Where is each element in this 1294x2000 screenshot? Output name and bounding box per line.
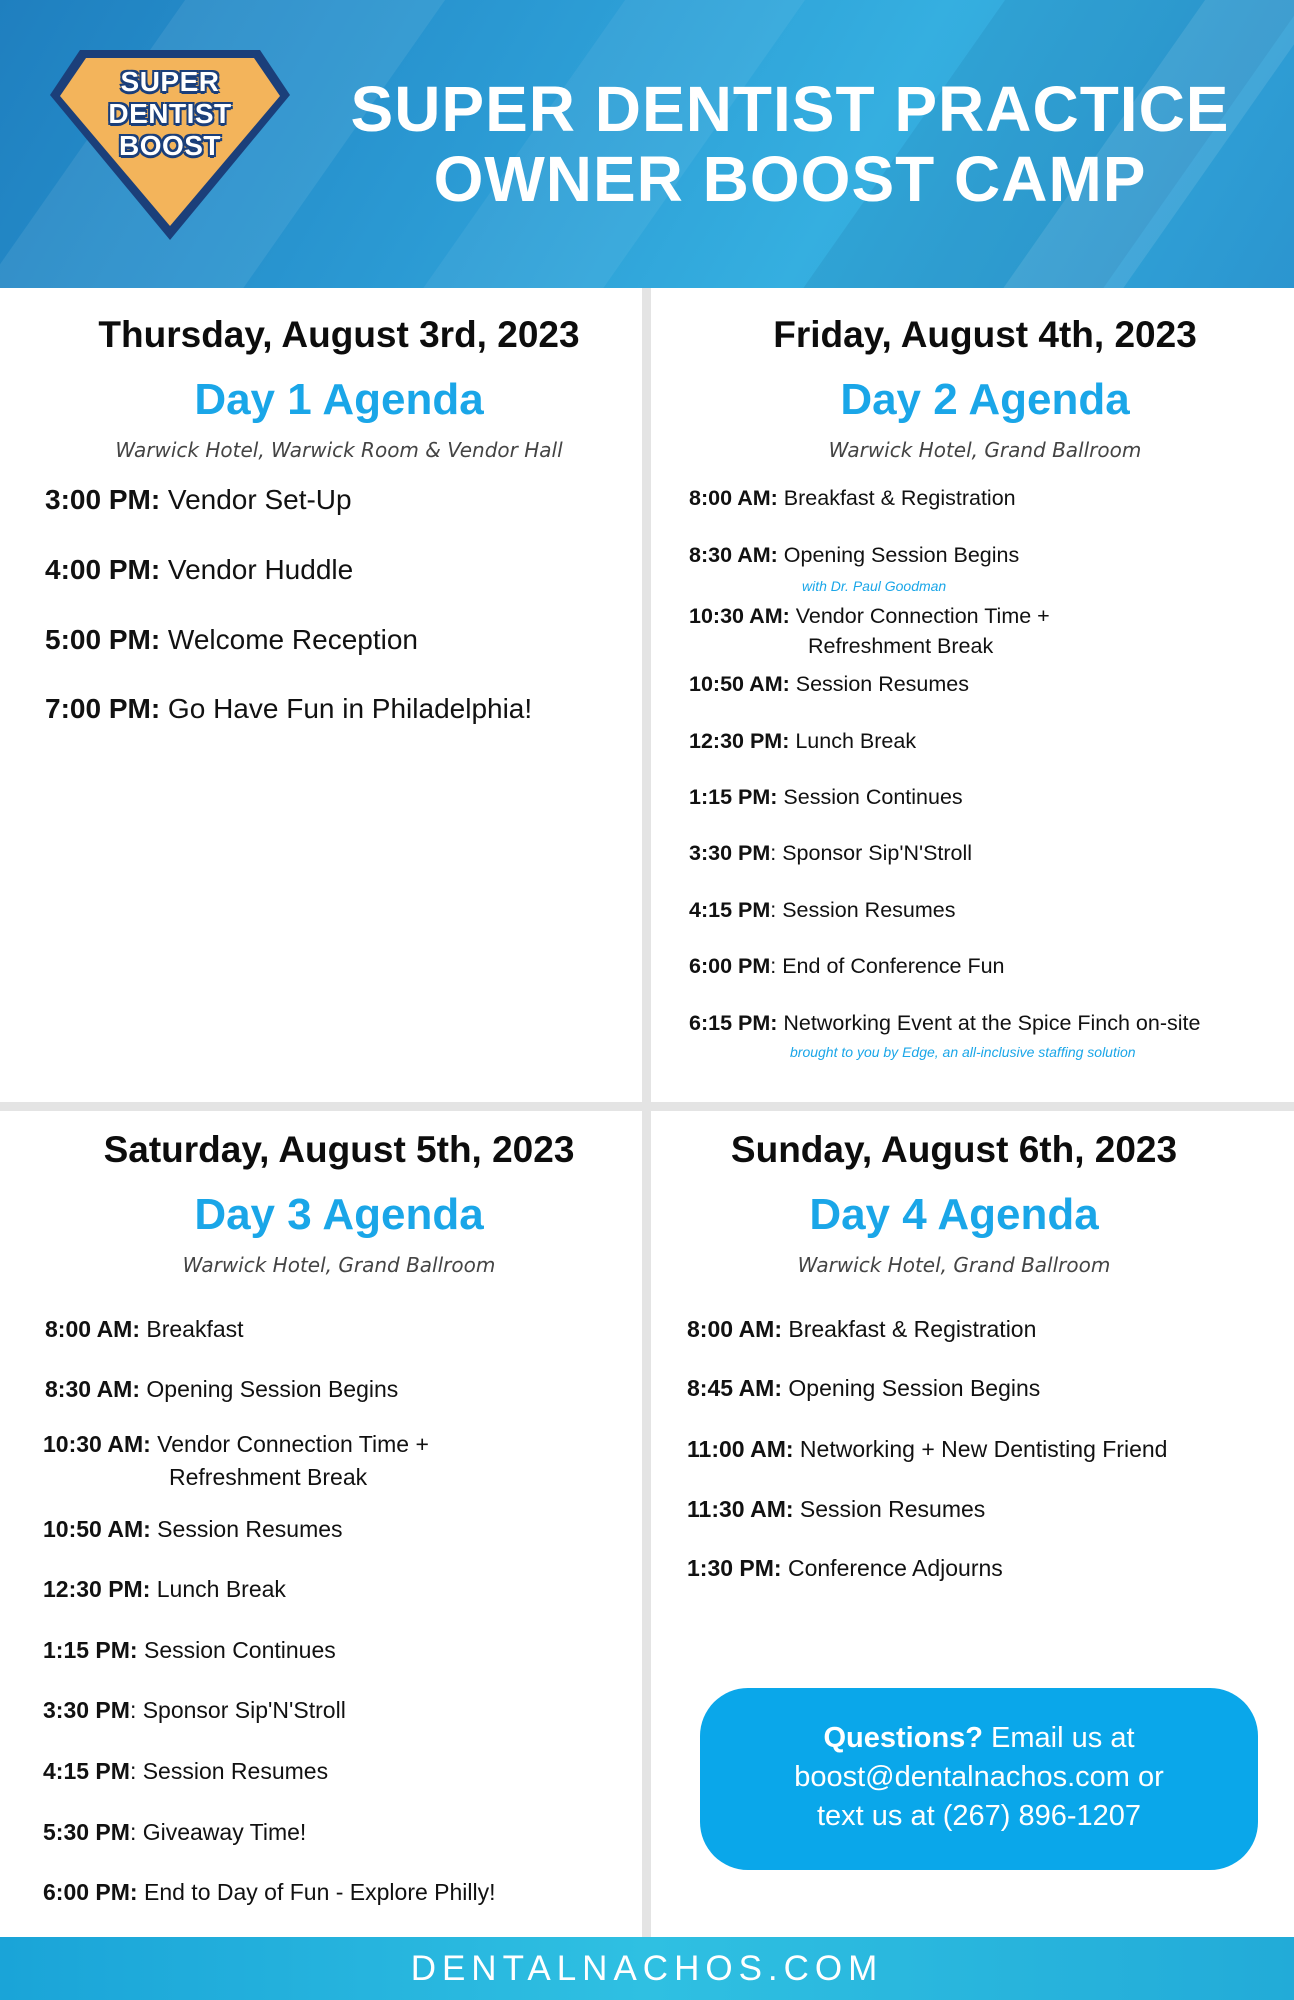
- speaker-note: with Dr. Paul Goodman: [802, 578, 947, 594]
- agenda-item: 10:50 AM: Session Resumes: [43, 1516, 343, 1542]
- agenda-item: 10:30 AM: Vendor Connection Time + Refreshment Break: [43, 1431, 429, 1490]
- agenda-item: 7:00 PM: Go Have Fun in Philadelphia!: [45, 693, 533, 724]
- agenda-item: 12:30 PM: Lunch Break: [43, 1576, 286, 1602]
- agenda-item: 3:00 PM: Vendor Set-Up: [45, 484, 352, 515]
- horizontal-divider: [0, 1102, 1294, 1111]
- agenda-item: 11:30 AM: Session Resumes: [687, 1496, 986, 1522]
- agenda-item: 3:30 PM: Sponsor Sip'N'Stroll: [689, 841, 973, 865]
- logo-line-boost: BOOST: [118, 130, 222, 161]
- day-3-title: Day 3 Agenda: [194, 1190, 484, 1239]
- day-3-date: Saturday, August 5th, 2023: [103, 1129, 575, 1170]
- sponsor-note: brought to you by Edge, an all-inclusive staffing solution: [790, 1044, 1136, 1060]
- agenda-item: 1:30 PM: Conference Adjourns: [687, 1555, 1003, 1581]
- agenda-item: 8:30 AM: Opening Session Begins: [45, 1376, 399, 1402]
- agenda-item: 4:15 PM: Session Resumes: [43, 1758, 329, 1784]
- agenda-item: 10:50 AM: Session Resumes: [689, 672, 970, 696]
- day-1-title: Day 1 Agenda: [194, 375, 484, 424]
- title-line-2: OWNER BOOST CAMP: [433, 143, 1147, 215]
- day-1-date: Thursday, August 3rd, 2023: [98, 314, 580, 355]
- day-2-location: Warwick Hotel, Grand Ballroom: [828, 438, 1142, 462]
- footer-banner: [0, 1937, 1294, 2000]
- day-3-section: [34, 1128, 644, 1928]
- contact-phone[interactable]: text us at (267) 896-1207: [816, 1800, 1142, 1832]
- agenda-item: 1:15 PM: Session Continues: [689, 785, 963, 809]
- contact-email[interactable]: boost@dentalnachos.com or: [794, 1761, 1164, 1793]
- day-4-section: [656, 1128, 1276, 1688]
- day-4-location: Warwick Hotel, Grand Ballroom: [797, 1253, 1111, 1277]
- day-4-title: Day 4 Agenda: [809, 1190, 1099, 1239]
- questions-label: Questions?: [823, 1722, 983, 1754]
- agenda-item: 6:00 PM: End of Conference Fun: [689, 954, 1005, 978]
- day-2-date: Friday, August 4th, 2023: [773, 314, 1197, 355]
- day-1-section: [34, 313, 644, 1093]
- agenda-item: 11:00 AM: Networking + New Dentisting Friend: [687, 1436, 1168, 1462]
- agenda-item: 6:00 PM: End to Day of Fun - Explore Philly!: [43, 1879, 496, 1905]
- agenda-item: 8:00 AM: Breakfast & Registration: [687, 1316, 1037, 1342]
- day-4-date: Sunday, August 6th, 2023: [730, 1129, 1178, 1170]
- day-1-location: Warwick Hotel, Warwick Room & Vendor Hall: [115, 438, 563, 462]
- contact-line-1: Questions? Email us at: [823, 1722, 1135, 1754]
- agenda-item: 12:30 PM: Lunch Break: [689, 729, 917, 753]
- footer-website-link[interactable]: DENTALNACHOS.COM: [410, 1949, 884, 1988]
- day-2-section: [688, 313, 1288, 1093]
- agenda-item: 3:30 PM: Sponsor Sip'N'Stroll: [43, 1697, 346, 1723]
- logo-line-dentist: DENTIST: [108, 98, 232, 129]
- agenda-item: 6:15 PM: Networking Event at the Spice Finch on-site: [689, 1011, 1201, 1035]
- agenda-item: 4:15 PM: Session Resumes: [689, 898, 956, 922]
- agenda-item: 1:15 PM: Session Continues: [43, 1637, 336, 1663]
- agenda-item: 4:00 PM: Vendor Huddle: [45, 554, 354, 585]
- page-title: [300, 74, 1280, 214]
- agenda-item: 5:30 PM: Giveaway Time!: [43, 1819, 307, 1845]
- agenda-item: 8:45 AM: Opening Session Begins: [687, 1375, 1041, 1401]
- day-2-title: Day 2 Agenda: [840, 375, 1130, 424]
- agenda-item: 8:00 AM: Breakfast & Registration: [689, 486, 1016, 510]
- day-3-location: Warwick Hotel, Grand Ballroom: [182, 1253, 496, 1277]
- agenda-item: 10:30 AM: Vendor Connection Time + Refreshment Break: [689, 604, 1050, 658]
- contact-bubble: [700, 1688, 1258, 1870]
- agenda-item: 8:00 AM: Breakfast: [45, 1316, 244, 1342]
- header-banner: [0, 0, 1294, 288]
- agenda-item: 8:30 AM: Opening Session Begins: [689, 543, 1020, 567]
- title-line-1: SUPER DENTIST PRACTICE: [350, 73, 1230, 145]
- agenda-item: 5:00 PM: Welcome Reception: [45, 624, 418, 655]
- logo-line-super: SUPER: [120, 66, 220, 97]
